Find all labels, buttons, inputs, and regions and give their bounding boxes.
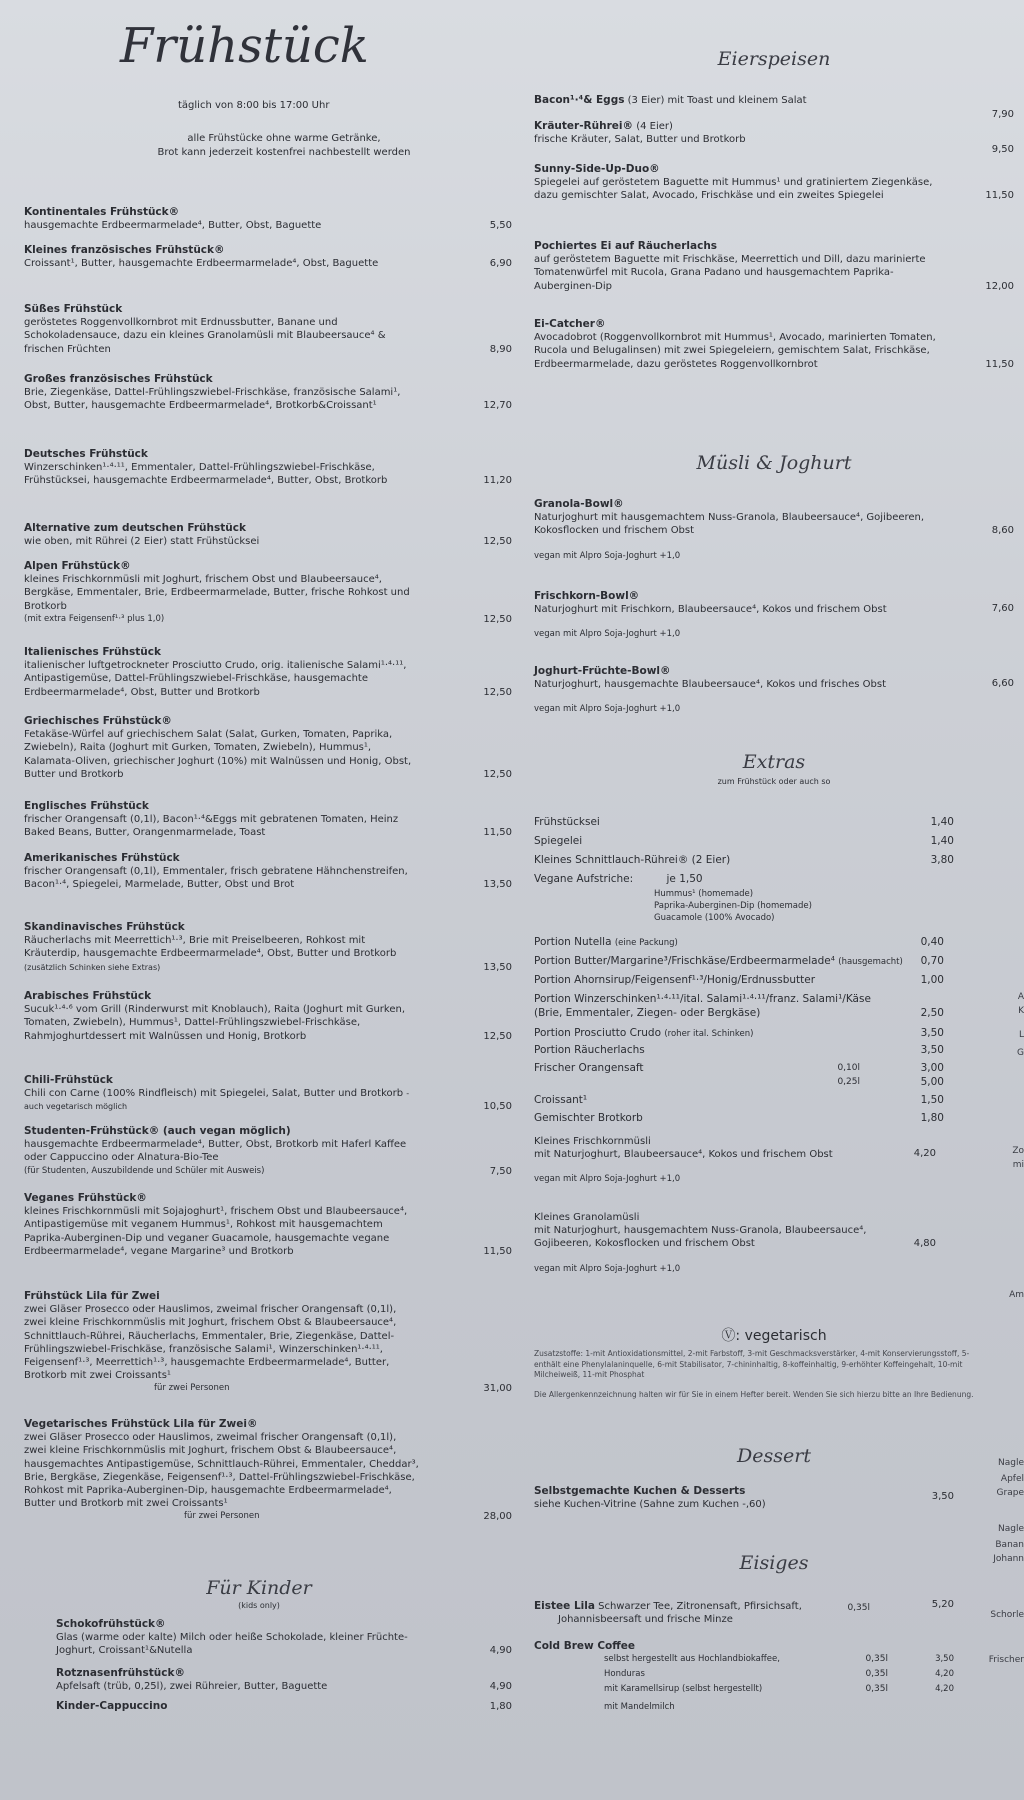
extra-row: Vegane Aufstriche: je 1,50 (534, 873, 703, 885)
menu-item: Kleines französisches Frühstück® Croissant¹, Butter, hausgemachte Erdbeermarmelade⁴, Obst, Baguette 6,90 (24, 244, 512, 270)
extra-row: Croissant¹ 1,50 (534, 1094, 944, 1106)
menu-item: Süßes Frühstück geröstetes Roggenvollkornbrot mit Erdnussbutter, Banane und Schokoladensauce, dazu ein kleines Granolamüsli mit Blaubeersauce⁴ & frischen Früchten 8,90 (24, 303, 512, 355)
menu-item: Cold Brew Coffee (534, 1640, 636, 1652)
menu-item: Kleines Frischkornmüsli mit Naturjoghurt, Blaubeersauce⁴, Kokos und frischem Obst vegan mit Alpro Soja-Joghurt +1,0 4,20 (534, 1136, 936, 1185)
menu-item: Vegetarisches Frühstück Lila für Zwei® zwei Gläser Prosecco oder Hauslimos, zweimal frischer Orangensaft (0,1l), zwei kleine Frischkornmüslis mit Joghurt, frischem Obst & Blaubeersauce⁴, hausgemachtes Antipastigemüse, Schnittlauch-Rührei, Emmentaler, Cheddar³, Brie, Bergkäse, Ziegenkäse, Feigensenf¹·³, Dattel-Frühlingszwiebel-Frischkäse, Rohkost mit Paprika-Auberginen-Dip, hausgemachte Erdbeermarmelade⁴, Butter und Brotkorb mit zwei Croissants¹ für zwei Personen 28,00 (24, 1418, 512, 1523)
menu-item: Bacon¹·⁴& Eggs (3 Eier) mit Toast und kleinem Salat 7,90 (534, 94, 1014, 120)
dessert-heading: Dessert (737, 1445, 811, 1467)
menu-item: Sunny-Side-Up-Duo® Spiegelei auf geröstetem Baguette mit Hummus¹ und gratiniertem Ziegenkäse, dazu gemischter Salat, Avocado, Frischkäse und ein zweites Spiegelei 11,50 (534, 163, 1014, 202)
icy-heading: Eisiges (739, 1552, 809, 1574)
cold-brew-line: mit Karamellsirup (selbst hergestellt) 0,35l 4,20 (604, 1684, 954, 1694)
menu-item: Veganes Frühstück® kleines Frischkornmüsli mit Sojajoghurt¹, frischem Obst und Blaubeersauce⁴, Antipastigemüse mit veganem Hummus¹, Rohkost mit hausgemachtem Paprika-Auberginen-Dip und veganer Guacamole, hausgemachte vegane Erdbeermarmelade⁴, vegane Margarine³ und Brotkorb 11,50 (24, 1192, 512, 1257)
cold-brew-line: mit Mandelmilch (604, 1702, 675, 1712)
menu-item: Alternative zum deutschen Frühstück wie oben, mit Rührei (2 Eier) statt Frühstücksei 12,50 (24, 522, 512, 548)
cold-brew-line: Honduras 0,35l 4,20 (604, 1669, 954, 1679)
menu-item: Kontinentales Frühstück® hausgemachte Erdbeermarmelade⁴, Butter, Obst, Baguette 5,50 (24, 206, 512, 232)
extra-row: Portion Räucherlachs 3,50 (534, 1044, 944, 1056)
kids-heading: Für Kinder (206, 1577, 312, 1599)
menu-item: Skandinavisches Frühstück Räucherlachs mit Meerrettich¹·³, Brie mit Preiselbeeren, Rohkost mit Kräuterdip, hausgemachte Erdbeermarmelade⁴, Obst, Butter und Brotkorb (zusätzlich Schinken siehe Extras) 13,50 (24, 921, 512, 973)
page-edge-fragments: A K L G Zo mi Am Nagle Apfel Grape Nagle Banan Johann Schorle Frischer (988, 992, 1024, 1665)
extra-row: Gemischter Brotkorb 1,80 (534, 1112, 944, 1124)
menu-item: Griechisches Frühstück® Fetakäse-Würfel auf griechischem Salat (Salat, Gurken, Tomaten, Paprika, Zwiebeln), Raita (Joghurt mit Gurken, Tomaten, Zwiebeln), Hummus¹, Kalamata-Oliven, griechischer Joghurt (10%) mit Walnüssen und Honig, Obst, Butter und Brotkorb 12,50 (24, 715, 512, 780)
menu-item: Studenten-Frühstück® (auch vegan möglich) hausgemachte Erdbeermarmelade⁴, Butter, Obst, Brotkorb mit Haferl Kaffee oder Cappuccino oder Alnatura-Bio-Tee (für Studenten, Auszubildende und Schüler mit Ausweis) 7,50 (24, 1125, 512, 1177)
allergens-note: Die Allergenkennzeichnung halten wir für Sie in einem Hefter bereit. Wenden Sie sich hierzu bitte an Ihre Bedienung. (534, 1390, 974, 1399)
menu-item: Ei-Catcher® Avocadobrot (Roggenvollkornbrot mit Hummus¹, Avocado, marinierten Tomaten, Rucola und Belugalinsen) mit zwei Spiegeleiern, gemischtem Salat, Frischkäse, Erdbeermarmelade, dazu geröstetes Roggenvollkornbrot 11,50 (534, 318, 1014, 370)
extra-row: Portion Ahornsirup/Feigensenf¹·³/Honig/Erdnussbutter 1,00 (534, 974, 944, 986)
menu-item: Granola-Bowl® Naturjoghurt mit hausgemachtem Nuss-Granola, Blaubeersauce⁴, Gojibeeren, Kokosflocken und frischem Obst vegan mit Alpro Soja-Joghurt +1,0 8,60 (534, 498, 1014, 561)
menu-item: Kräuter-Rührei® (4 Eier) frische Kräuter, Salat, Butter und Brotkorb 9,50 (534, 120, 1014, 156)
kids-subtitle: (kids only) (238, 1601, 280, 1610)
menu-item: Alpen Frühstück® kleines Frischkornmüsli mit Joghurt, frischem Obst und Blaubeersauce⁴, Bergkäse, Emmentaler, Brie, Erdbeermarmelade, Butter, frische Rohkost und Brotkorb (mit extra Feigensenf¹·³ plus 1,0) 12,50 (24, 560, 512, 625)
extra-row: Kleines Schnittlauch-Rührei® (2 Eier) 3,80 (534, 854, 954, 866)
extra-row: Frischer Orangensaft 0,10l 3,00 0,25l 5,00 (534, 1062, 944, 1088)
opening-hours: täglich von 8:00 bis 17:00 Uhr (178, 100, 330, 111)
vegetarian-legend: Ⓥ: vegetarisch (721, 1328, 827, 1344)
extra-row: Portion Butter/Margarine³/Frischkäse/Erdbeermarmelade⁴ (hausgemacht) 0,70 (534, 955, 944, 967)
menu-item: Arabisches Frühstück Sucuk¹·⁴·⁶ vom Grill (Rinderwurst mit Knoblauch), Raita (Joghurt mit Gurken, Tomaten, Zwiebeln), Hummus¹, Dattel-Frühlingszwiebel-Frischkäse, Rahmjoghurtdessert mit Walnüssen und Honig, Brotkorb 12,50 (24, 990, 512, 1042)
extra-sublist: Hummus¹ (homemade) Paprika-Auberginen-Dip (homemade) Guacamole (100% Avocado) (654, 889, 812, 923)
eggs-heading: Eierspeisen (717, 48, 831, 70)
menu-item: Eistee Lila Schwarzer Tee, Zitronensaft, Pfirsichsaft, Johannisbeersaft und frische Minze 0,35l 5,20 (534, 1599, 954, 1626)
menu-item: Chili-Frühstück Chili con Carne (100% Rindfleisch) mit Spiegelei, Salat, Butter und Brotkorb - auch vegetarisch möglich 10,50 (24, 1074, 512, 1113)
cold-brew-line: selbst hergestellt aus Hochlandbiokaffee, 0,35l 3,50 (604, 1654, 954, 1664)
menu-item: Kleines Granolamüsli mit Naturjoghurt, hausgemachtem Nuss-Granola, Blaubeersauce⁴, Gojibeeren, Kokosflocken und frischem Obst vegan mit Alpro Soja-Joghurt +1,0 4,80 (534, 1212, 936, 1274)
menu-note: alle Frühstücke ohne warme Getränke, Brot kann jederzeit kostenfrei nachbestellt werden (157, 133, 411, 158)
muesli-heading: Müsli & Joghurt (696, 452, 852, 474)
menu-item: Frischkorn-Bowl® Naturjoghurt mit Frischkorn, Blaubeersauce⁴, Kokos und frischem Obst vegan mit Alpro Soja-Joghurt +1,0 7,60 (534, 590, 1014, 640)
menu-item: Pochiertes Ei auf Räucherlachs auf geröstetem Baguette mit Frischkäse, Meerrettich und Dill, dazu marinierte Tomatenwürfel mit Rucola, Grana Padano und hausgemachtem Paprika-Auberginen-Dip 12,00 (534, 240, 1014, 292)
menu-item: Deutsches Frühstück Winzerschinken¹·⁴·¹¹, Emmentaler, Dattel-Frühlingszwiebel-Frischkäse, Frühstücksei, hausgemachte Erdbeermarmelade⁴, Butter, Obst, Brotkorb 11,20 (24, 448, 512, 487)
menu-item: Rotznasenfrühstück® Apfelsaft (trüb, 0,25l), zwei Rühreier, Butter, Baguette 4,90 (56, 1667, 512, 1693)
extra-row: Portion Winzerschinken¹·⁴·¹¹/ital. Salami¹·⁴·¹¹/franz. Salami¹/Käse (Brie, Emmentaler, Ziegen- oder Bergkäse) 2,50 (534, 993, 944, 1019)
menu-item: Kinder-Cappuccino 1,80 (56, 1700, 512, 1712)
extra-row: Spiegelei 1,40 (534, 835, 954, 847)
menu-item: Großes französisches Frühstück Brie, Ziegenkäse, Dattel-Frühlingszwiebel-Frischkäse, französische Salami¹, Obst, Butter, hausgemachte Erdbeermarmelade⁴, Brotkorb&Croissant¹ 12,70 (24, 373, 512, 412)
menu-item: Selbstgemachte Kuchen & Desserts siehe Kuchen-Vitrine (Sahne zum Kuchen -,60) 3,50 (534, 1485, 954, 1511)
extra-row: Portion Nutella (eine Packung) 0,40 (534, 936, 944, 948)
menu-title: Frühstück (120, 18, 369, 74)
menu-item: Englisches Frühstück frischer Orangensaft (0,1l), Bacon¹·⁴&Eggs mit gebratenen Tomaten, Heinz Baked Beans, Butter, Orangenmarmelade, Toast 11,50 (24, 800, 512, 839)
extras-heading: Extras (742, 751, 806, 773)
extra-row: Portion Prosciutto Crudo (roher ital. Schinken) 3,50 (534, 1027, 944, 1039)
extras-subtitle: zum Frühstück oder auch so (717, 777, 831, 786)
menu-item: Italienisches Frühstück italienischer luftgetrockneter Prosciutto Crudo, orig. italienische Salami¹·⁴·¹¹, Antipastigemüse, Dattel-Frühlingszwiebel-Frischkäse, hausgemachte Erdbeermarmelade⁴, Obst, Butter und Brotkorb 12,50 (24, 646, 512, 698)
menu-item: Schokofrühstück® Glas (warme oder kalte) Milch oder heiße Schokolade, kleiner Früchte-Joghurt, Croissant¹&Nutella 4,90 (56, 1618, 512, 1657)
menu-item: Joghurt-Früchte-Bowl® Naturjoghurt, hausgemachte Blaubeersauce⁴, Kokos und frisches Obst vegan mit Alpro Soja-Joghurt +1,0 6,60 (534, 665, 1014, 715)
extra-row: Frühstücksei 1,40 (534, 816, 954, 828)
additives-note: Zusatzstoffe: 1-mit Antioxidationsmittel, 2-mit Farbstoff, 3-mit Geschmacksverstärker, 4-mit Konservierungsstoff, 5-enthält eine Phenylalaninquelle, 6-mit Stabilisator, 7-chininhaltig, 8-koffeinhaltig, 9-erhöhter Koffeingehalt, 10-mit Milcheiweiß, 11-mit Phosphat (534, 1349, 970, 1379)
menu-item: Amerikanisches Frühstück frischer Orangensaft (0,1l), Emmentaler, frisch gebratene Hähnchenstreifen, Bacon¹·⁴, Spiegelei, Marmelade, Butter, Obst und Brot 13,50 (24, 852, 512, 891)
menu-item: Frühstück Lila für Zwei zwei Gläser Prosecco oder Hauslimos, zweimal frischer Orangensaft (0,1l), zwei kleine Frischkornmüslis mit Joghurt, frischem Obst & Blaubeersauce⁴, Schnittlauch-Rührei, Räucherlachs, Emmentaler, Brie, Ziegenkäse, Dattel-Frühlingszwiebel-Frischkäse, französische Salami¹, Winzerschinken¹·⁴·¹¹, Feigensenf¹·³, Meerrettich¹·³, hausgemachte Erdbeermarmelade⁴, Butter, Brotkorb mit zwei Croissants¹ für zwei Personen 31,00 (24, 1290, 512, 1395)
